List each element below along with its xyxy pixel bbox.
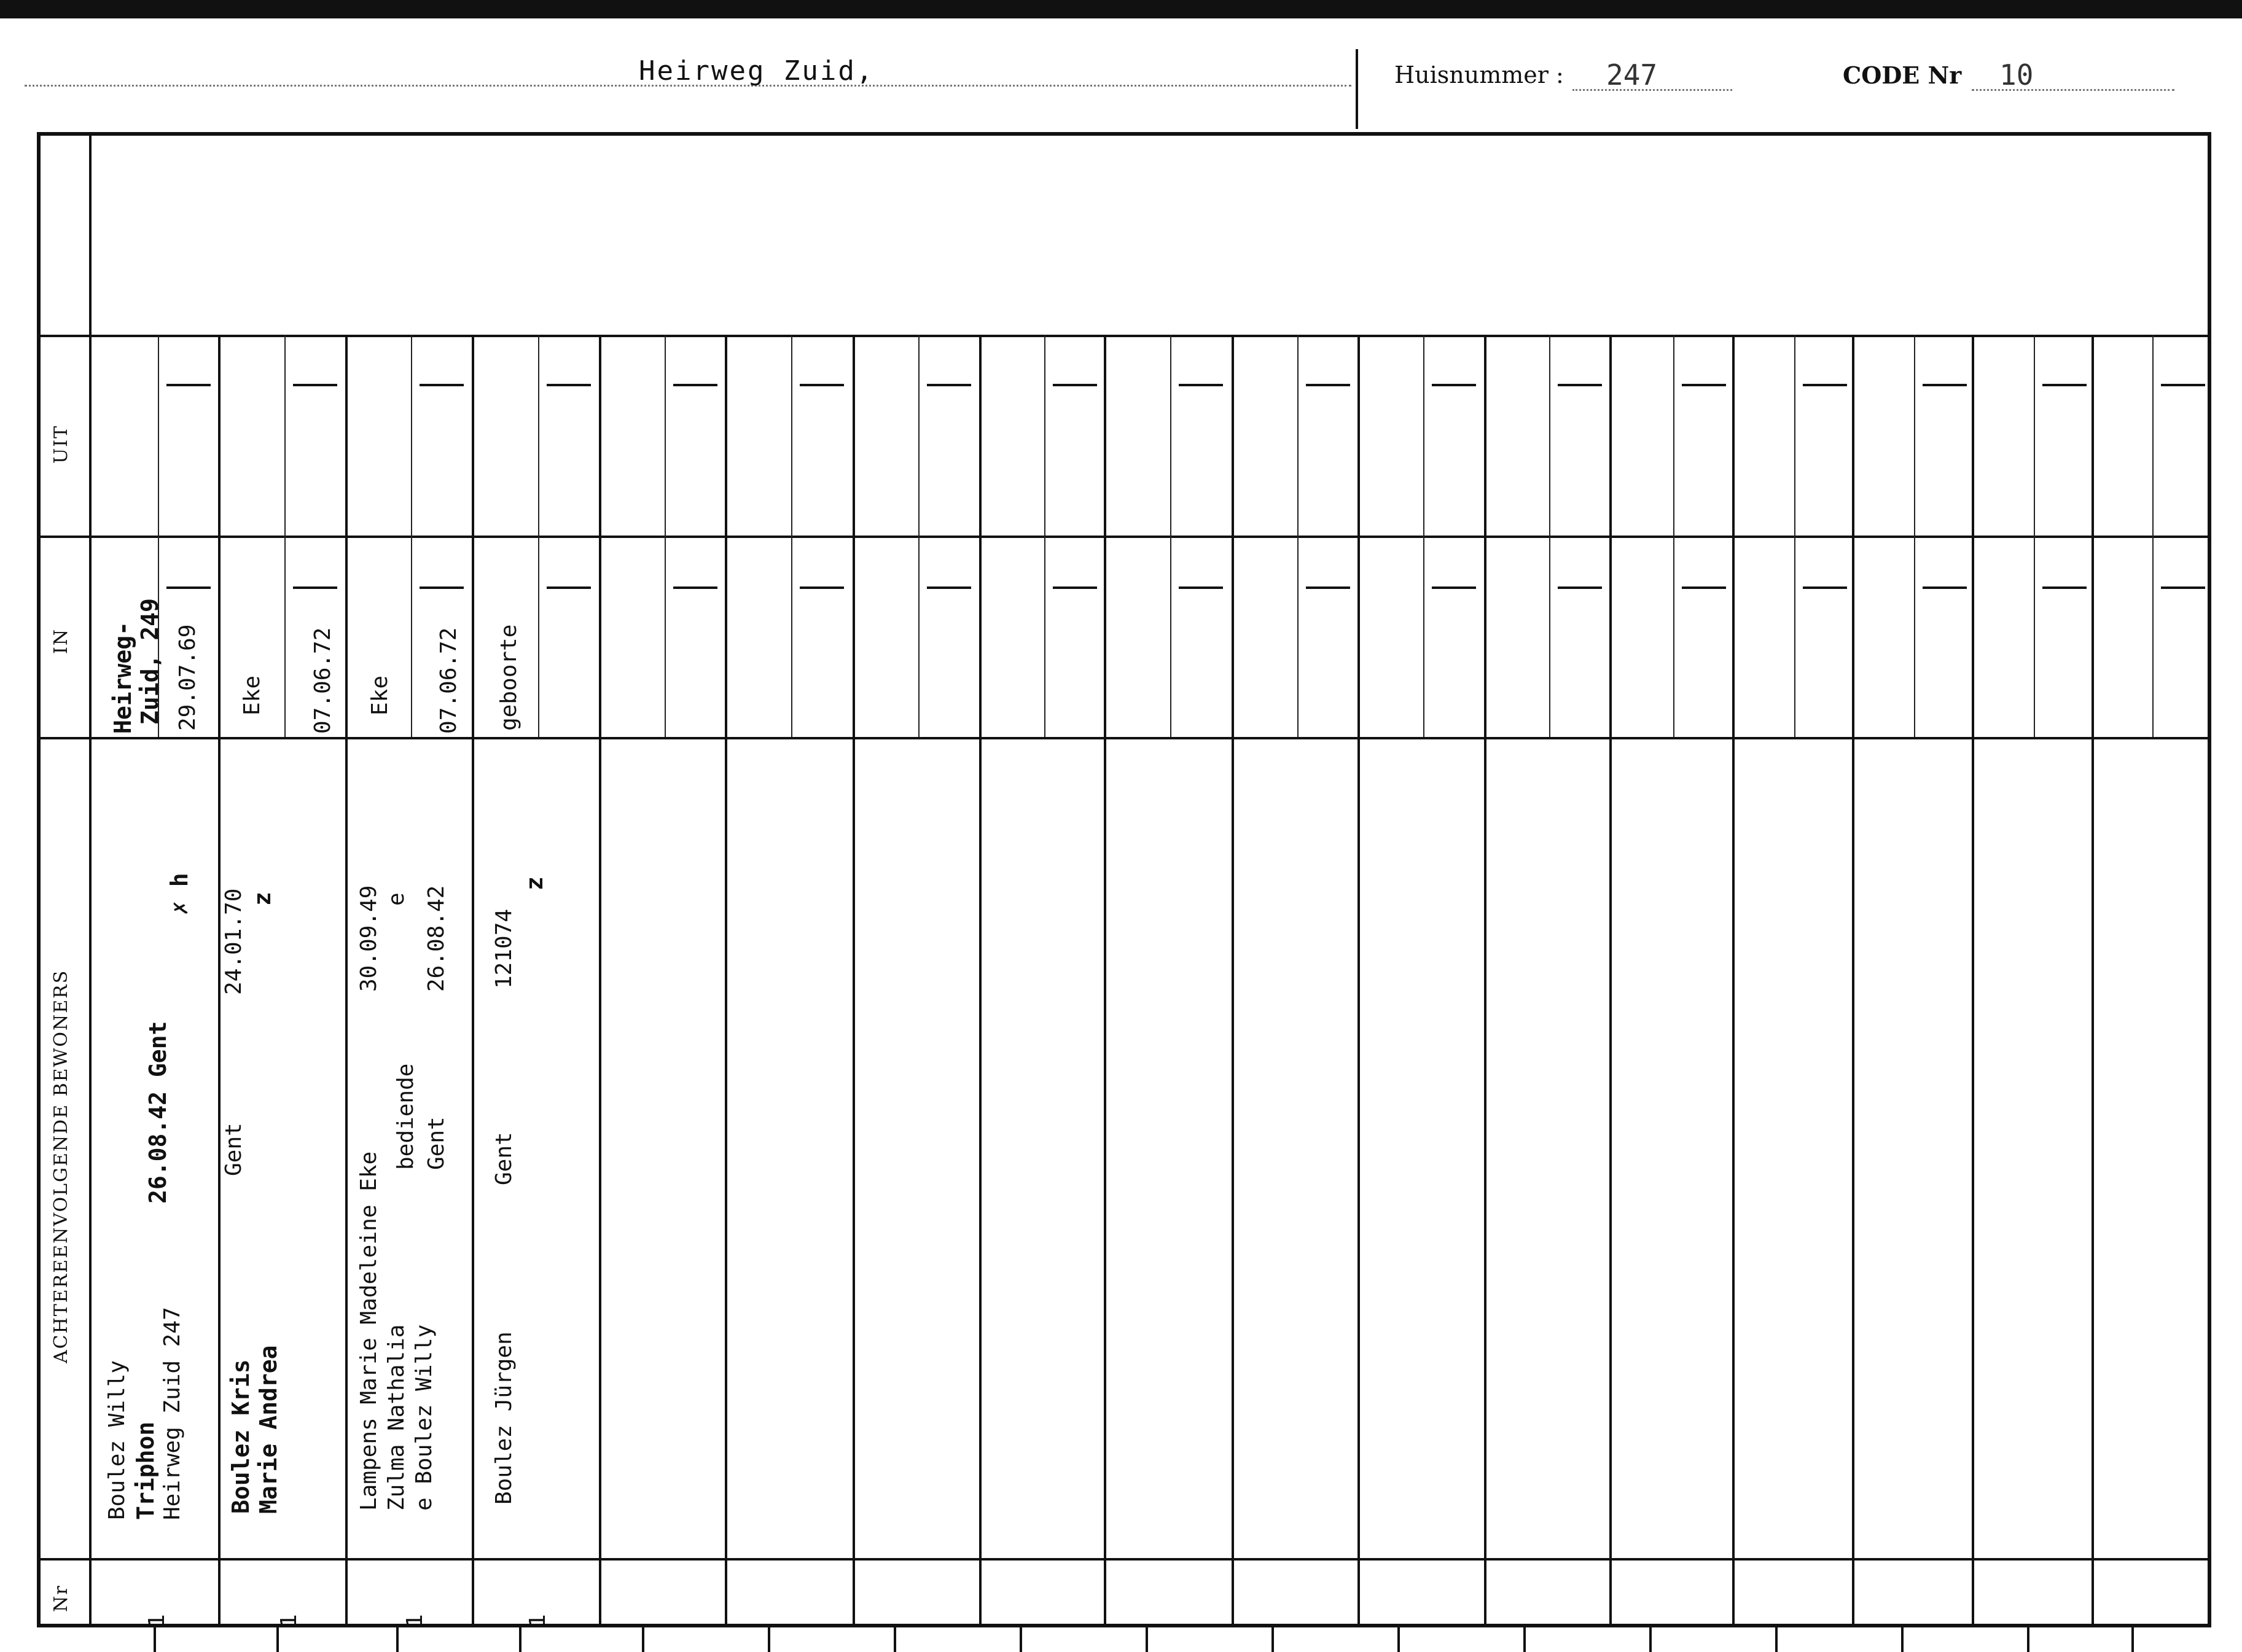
empty-dash [1179,384,1223,386]
column-line [1852,335,1854,1627]
bottom-tick [1271,1627,1274,1652]
empty-dash [1179,586,1223,589]
empty-dash [1682,384,1726,386]
sub-column-line [538,335,539,737]
empty-dash [2042,586,2087,589]
empty-dash [2161,384,2205,386]
bottom-tick [2131,1627,2134,1652]
column-line [1972,335,1974,1627]
entry-1-in-place-line2: Zuid, 249 [136,598,163,725]
entry-3-name-line1: Lampens Marie Madeleine Eke [356,1151,381,1511]
entry-2-name-line2: Marie Andrea [255,1345,282,1514]
row-divider-in [37,536,2211,538]
empty-dash [1923,384,1967,386]
entry-4-name: Boulez Jürgen [491,1331,517,1505]
sub-column-line [1914,335,1915,737]
entry-3-e: e [384,892,409,906]
entry-1-in-date: 29.07.69 [175,624,200,731]
row-divider-nr [37,1558,2211,1560]
empty-dash [293,384,337,386]
empty-dash [927,586,971,589]
column-line [472,335,474,1627]
entry-1-nr: 1 [144,1614,170,1627]
column-line [599,335,601,1627]
empty-dash [2161,586,2205,589]
empty-dash [1803,384,1847,386]
empty-dash [166,586,211,589]
empty-dash [420,384,464,386]
bottom-tick [1523,1627,1526,1652]
bottom-tick [2027,1627,2029,1652]
column-line [1104,335,1106,1627]
sub-column-line [411,335,412,737]
top-border [0,0,2242,18]
empty-dash [1432,586,1476,589]
empty-dash [1682,586,1726,589]
entry-2-name-line1: Boulez Kris [227,1359,254,1514]
column-line [1484,335,1486,1627]
entry-3-birth-date: 30.09.49 [356,885,381,992]
empty-dash [1803,586,1847,589]
column-line [853,335,855,1627]
empty-dash [547,586,591,589]
sub-column-line [918,335,920,737]
entry-3-in-place: Eke [367,675,393,715]
bottom-tick [1146,1627,1148,1652]
bottom-tick [519,1627,521,1652]
entry-2-birth-place: Gent [221,1123,246,1176]
sub-column-line [1423,335,1424,737]
sub-column-line [1549,335,1550,737]
bottom-tick [642,1627,644,1652]
empty-dash [1053,384,1097,386]
empty-dash [1053,586,1097,589]
sub-column-line [1794,335,1795,737]
column-line [1357,335,1360,1627]
entry-2-mark: z [249,892,276,906]
empty-dash [800,384,844,386]
empty-dash [1923,586,1967,589]
column-line [1732,335,1735,1627]
empty-dash [2042,384,2087,386]
code-label: CODE Nr [1843,61,1962,89]
entry-3-birth-place: Gent [424,1116,449,1170]
header-residents: ACHTEREENVOLGENDE BEWONERS [50,969,72,1363]
empty-dash [547,384,591,386]
sub-column-line [1170,335,1171,737]
row-divider-uit [37,335,2211,337]
empty-dash [927,384,971,386]
column-line [2092,335,2094,1627]
sub-column-line [665,335,666,737]
entry-3-name-line2: Zulma Nathalia [384,1324,409,1511]
entry-1-name-line3: Heirweg Zuid 247 [160,1307,185,1520]
entry-1-name-line2: Triphon [132,1421,159,1520]
entry-4-birth-place: Gent [491,1132,517,1185]
column-line [345,335,348,1627]
header-separator [1356,49,1358,129]
empty-dash [1306,384,1350,386]
entry-2-nr: 1 [276,1614,302,1627]
entry-1-in-place-line1: Heirweg- [109,621,136,734]
header-column-divider [89,132,92,1627]
empty-dash [673,586,717,589]
entry-3-occupation: bediende [393,1063,418,1170]
column-line [218,335,221,1627]
entry-3-nr: 1 [402,1614,428,1627]
sub-column-line [1673,335,1674,737]
bottom-tick [1775,1627,1778,1652]
sub-column-line [2152,335,2154,737]
entry-1-mark: ✗ h [166,873,193,915]
entry-4-mark: z [521,876,548,890]
header-in: IN [50,628,72,654]
entry-1-birth: 26.08.42 Gent [144,1021,171,1204]
entry-1-name-line1: Boulez Willy [104,1360,130,1520]
header-nr: Nr [50,1584,72,1612]
bottom-tick [1901,1627,1904,1652]
house-number-value: 247 [1606,58,1658,92]
empty-dash [800,586,844,589]
entry-2-in-date: 07.06.72 [310,627,335,734]
column-line [1232,335,1234,1627]
row-divider-residents [37,737,2211,739]
bottom-tick [276,1627,279,1652]
empty-dash [1306,586,1350,589]
empty-dash [166,384,211,386]
entry-4-birth-date: 121074 [491,908,517,989]
empty-dash [293,586,337,589]
entry-3-marriage-date: 26.08.42 [424,885,449,992]
bottom-tick [154,1627,156,1652]
column-line [979,335,982,1627]
sub-column-line [284,335,286,737]
entry-4-in-place: geboorte [496,624,521,731]
entry-3-name-line3: e Boulez Willy [412,1324,437,1511]
bottom-tick [1649,1627,1652,1652]
code-value: 10 [1999,58,2034,92]
sub-column-line [1297,335,1299,737]
entry-3-in-date: 07.06.72 [436,627,461,734]
empty-dash [673,384,717,386]
empty-dash [1558,384,1602,386]
header-uit: UIT [50,424,72,464]
street-name: Heirweg Zuid, [639,55,875,87]
empty-dash [1558,586,1602,589]
column-line [725,335,727,1627]
column-line [1609,335,1612,1627]
bottom-tick [894,1627,896,1652]
empty-dash [1432,384,1476,386]
bottom-tick [396,1627,399,1652]
house-number-label: Huisnummer : [1394,61,1564,88]
sub-column-line [791,335,792,737]
bottom-tick [768,1627,770,1652]
entry-2-in-place: Eke [240,675,265,715]
entry-2-birth-date: 24.01.70 [221,888,246,995]
bottom-tick [1397,1627,1400,1652]
sub-column-line [1044,335,1045,737]
sub-column-line [2034,335,2035,737]
empty-dash [420,586,464,589]
bottom-tick [1020,1627,1022,1652]
entry-4-nr: 1 [525,1614,550,1627]
